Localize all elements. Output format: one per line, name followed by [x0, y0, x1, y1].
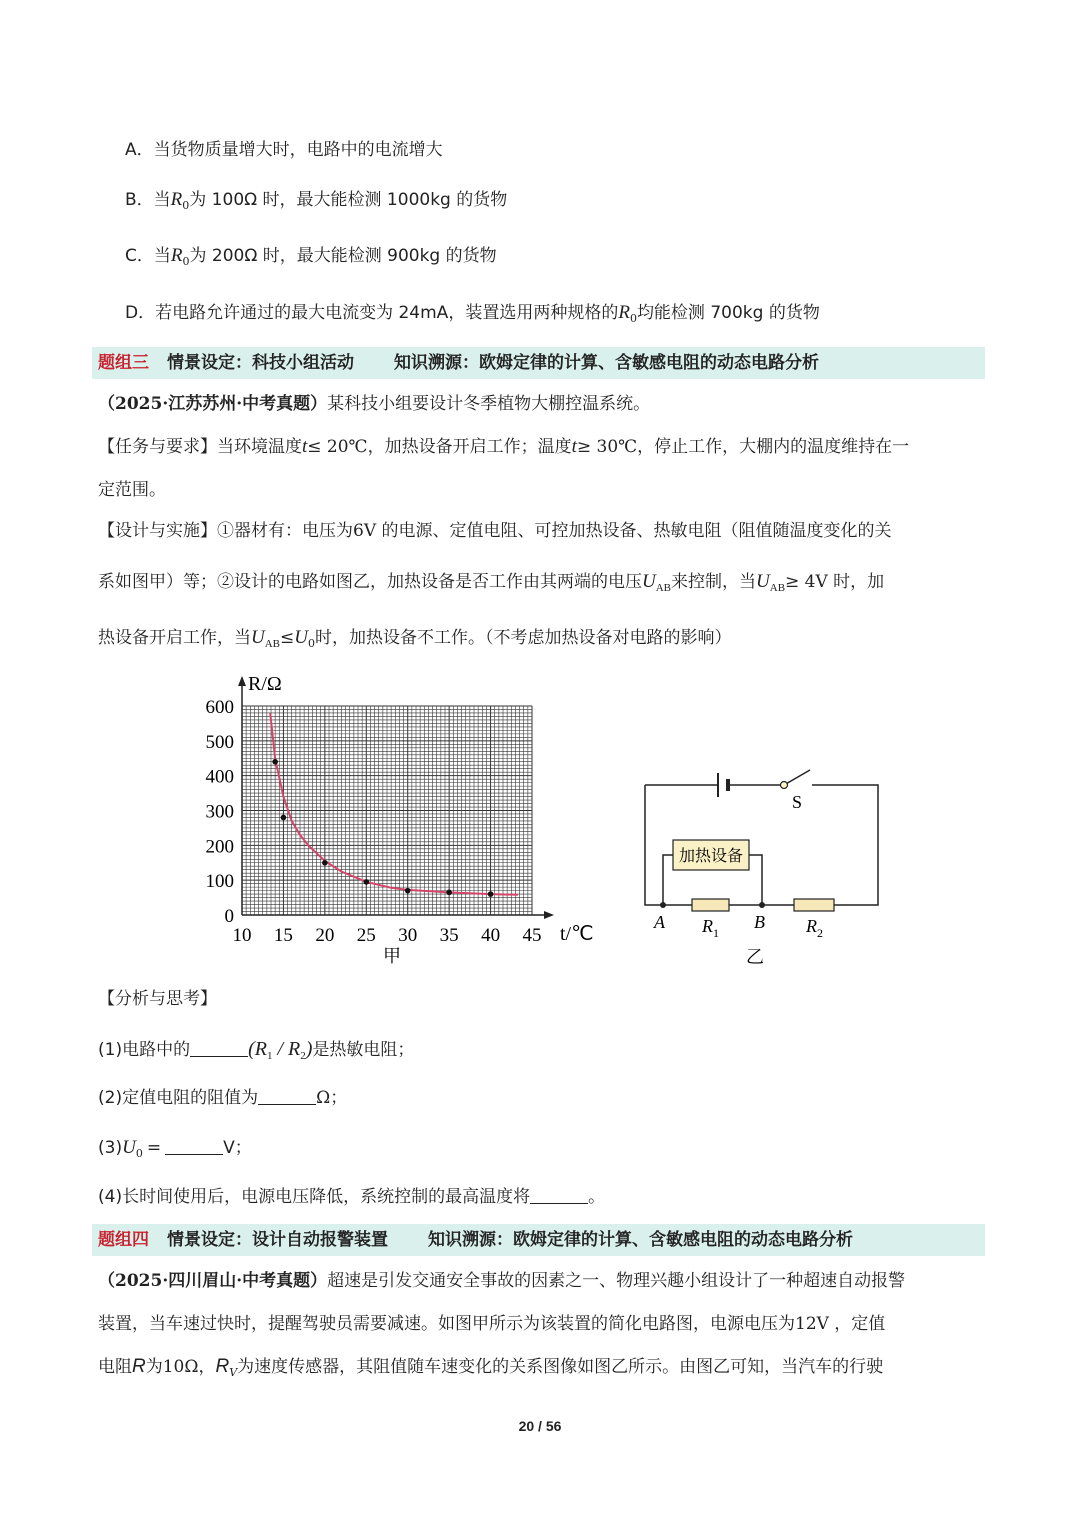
answer-blank-4[interactable] — [530, 1187, 588, 1204]
switch-pivot — [781, 782, 788, 789]
chart-ticks — [206, 697, 542, 946]
problem3-design-line1: 【设计与实施】①器材有：电压为6V 的电源、定值电阻、可控加热设备、热敏电阻（阻值随温度变化的关 — [98, 521, 892, 541]
r2-label: $R_2$ — [806, 916, 823, 940]
problem3-task-line1: 【任务与要求】当环境温度t≤ 20℃，加热设备开启工作；温度t≥ 30℃，停止工作，大棚内的温度维持在一 — [98, 436, 910, 457]
circuit-caption: 乙 — [746, 947, 764, 968]
group4-tag: 题组四 — [98, 1230, 149, 1250]
node-b-dot — [759, 902, 765, 908]
question-3: $(3)U_0 = V$； — [98, 1137, 252, 1160]
problem4-line3: 电阻R为10Ω，$R_V$为速度传感器，其阻值随车速变化的关系图像如图乙所示。由图乙可知，当汽车的行驶 — [98, 1356, 884, 1379]
group4-knowledge: 知识溯源：欧姆定律的计算、含敏感电阻的动态电路分析 — [428, 1230, 853, 1250]
r1-label: $R_1$ — [702, 916, 719, 940]
problem3-design-line2: 系如图甲）等；②设计的电路如图乙，加热设备是否工作由其两端的电压$U_{AB}$来控制，当$U_{AB}\ge 4V$ 时，加 — [98, 571, 885, 594]
data-point — [281, 815, 287, 821]
resistor-r2 — [794, 899, 834, 911]
group3-scene: 情景设定：科技小组活动 — [167, 353, 354, 373]
y-tick-label: 600 — [205, 697, 234, 718]
option-c: C．当$R_0$为 200Ω 时，最大能检测 900kg 的货物 — [125, 245, 497, 268]
resistor-r1 — [692, 899, 729, 911]
y-axis-label: R/Ω — [248, 673, 282, 695]
y-tick-label: 300 — [205, 801, 234, 823]
x-axis-label: t/℃ — [560, 923, 594, 945]
x-tick-label: 15 — [273, 925, 293, 946]
problem3-intro: （2025·江苏苏州·中考真题）某科技小组要设计冬季植物大棚控温系统。 — [98, 394, 651, 414]
problem4-line1: （2025·四川眉山·中考真题）超速是引发交通安全事故的因素之一、物理兴趣小组设计了一种超速自动报警 — [98, 1271, 906, 1291]
data-point — [405, 888, 411, 894]
data-point — [363, 879, 369, 885]
question-2: (2)定值电阻的阻值为 Ω； — [98, 1088, 348, 1108]
group3-knowledge: 知识溯源：欧姆定律的计算、含敏感电阻的动态电路分析 — [394, 353, 819, 373]
y-axis-arrow — [238, 676, 246, 686]
question-4: (4)长时间使用后，电源电压降低，系统控制的最高温度将 。 — [98, 1187, 606, 1207]
problem3-design-line3: 热设备开启工作，当$U_{AB}\le U_0$时，加热设备不工作。（不考虑加热设备对电路的影响） — [98, 627, 732, 650]
y-tick-label: 500 — [205, 731, 234, 753]
option-b: B．当$R_0$为 100Ω 时，最大能检测 1000kg 的货物 — [125, 189, 508, 212]
option-d: D．若电路允许通过的最大电流变为 24mA，装置选用两种规格的$R_0$均能检测 700kg 的货物 — [125, 302, 820, 325]
data-point — [272, 759, 278, 765]
x-tick-label: 35 — [439, 925, 459, 946]
answer-blank-3[interactable] — [165, 1138, 223, 1155]
group3-tag: 题组三 — [98, 353, 149, 373]
x-tick-label: 30 — [398, 925, 418, 946]
problem4-line2: 装置，当车速过快时，提醒驾驶员需要减速。如图甲所示为该装置的简化电路图，电源电压为12V ，定值 — [98, 1314, 886, 1334]
y-tick-label: 400 — [205, 766, 234, 788]
x-tick-label: 45 — [522, 925, 542, 946]
group4-banner — [92, 1224, 985, 1256]
data-point — [322, 860, 328, 866]
analysis-heading: 【分析与思考】 — [98, 989, 217, 1009]
node-a-dot — [660, 902, 666, 908]
chart-axes — [238, 676, 554, 919]
x-tick-label: 20 — [315, 925, 335, 946]
group4-scene: 情景设定：设计自动报警装置 — [167, 1230, 388, 1250]
x-axis-arrow — [544, 911, 554, 919]
node-a-label: A — [654, 912, 665, 932]
answer-blank-1[interactable] — [190, 1040, 248, 1057]
answer-blank-2[interactable] — [258, 1088, 316, 1105]
question-1: (1)电路中的 $(R_1 / R_2)$是热敏电阻； — [98, 1038, 415, 1062]
group3-banner — [92, 347, 985, 379]
data-point — [488, 891, 494, 897]
switch-label: S — [792, 792, 803, 812]
heater-label: 加热设备 — [678, 846, 744, 865]
x-tick-label: 40 — [481, 925, 501, 946]
page-number: 20 / 56 — [518, 1418, 562, 1434]
option-a: A．当货物质量增大时，电路中的电流增大 — [125, 140, 443, 160]
circuit-diagram — [630, 760, 900, 975]
thermistor-chart — [190, 668, 610, 973]
problem3-task-line2: 定范围。 — [98, 480, 166, 500]
y-tick-label: 0 — [224, 906, 234, 927]
x-tick-label: 10 — [232, 925, 252, 946]
data-point — [446, 890, 452, 896]
node-b-label: B — [754, 912, 765, 932]
y-tick-label: 200 — [205, 836, 234, 858]
chart-caption: 甲 — [383, 946, 401, 966]
x-tick-label: 25 — [356, 925, 376, 946]
chart-grid — [242, 706, 532, 915]
resistance-curve — [270, 713, 518, 895]
y-tick-label: 100 — [205, 871, 234, 893]
